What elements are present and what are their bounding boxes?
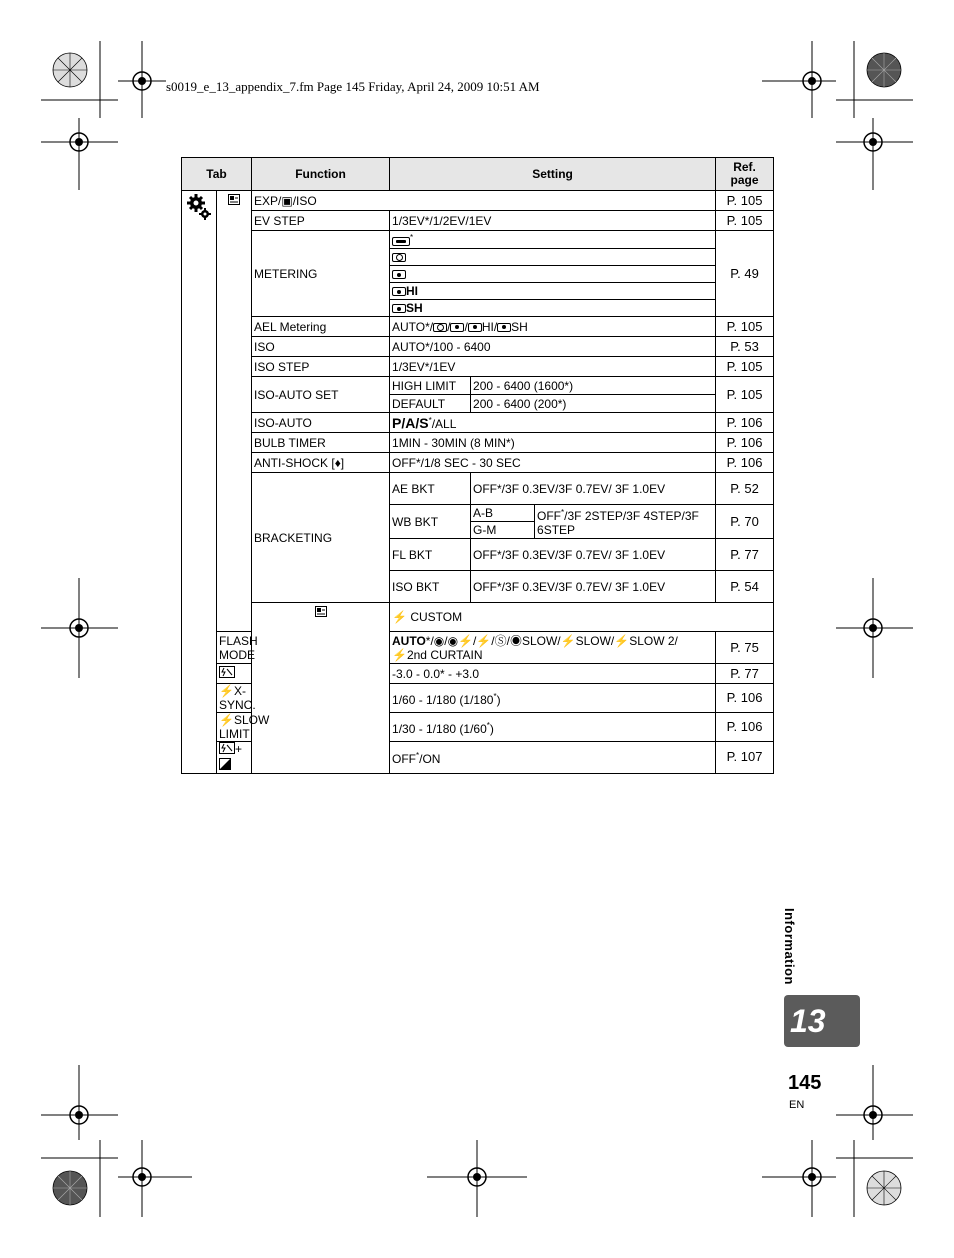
- table-row: [182, 433, 774, 453]
- function-metering: METERING: [252, 231, 390, 317]
- label-default: DEFAULT: [390, 395, 471, 413]
- flash-icon: ⚡: [219, 713, 234, 727]
- table-row: [182, 191, 774, 211]
- ref-page: P. 75: [716, 632, 774, 664]
- spot-metering-icon: [392, 287, 406, 296]
- setting-fl-bkt: OFF*/3F 0.3EV/3F 0.7EV/ 3F 1.0EV: [471, 539, 716, 571]
- center-weighted-icon: [433, 323, 447, 332]
- setting-anti-shock: OFF*/1/8 SEC - 30 SEC: [390, 453, 716, 473]
- center-weighted-icon: [392, 253, 406, 262]
- metering-option-esp: *: [390, 231, 716, 249]
- function-exp-iso: EXP/▣/ISO: [252, 191, 716, 211]
- ref-page: P. 77: [716, 664, 774, 684]
- table-row: [182, 603, 774, 632]
- label-iso-bkt: ISO BKT: [390, 571, 471, 603]
- header-tab: Tab: [182, 158, 252, 191]
- setting-iso-step: 1/3EV*/1EV: [390, 357, 716, 377]
- table-row: [182, 377, 774, 395]
- function-iso-auto: ISO-AUTO: [252, 413, 390, 433]
- function-iso-auto-set: ISO-AUTO SET: [252, 377, 390, 413]
- setting-iso-bkt: OFF*/3F 0.3EV/3F 0.7EV/ 3F 1.0EV: [471, 571, 716, 603]
- table-row: [182, 211, 774, 231]
- setting-ae-bkt: OFF*/3F 0.3EV/3F 0.7EV/ 3F 1.0EV: [471, 473, 716, 505]
- gear-icon: [182, 191, 217, 774]
- setting-wb-bkt: OFF*/3F 2STEP/3F 4STEP/3F 6STEP: [535, 505, 716, 539]
- ref-page: P. 70: [716, 505, 774, 539]
- section-label: Information: [782, 908, 797, 985]
- label-wb-bkt: WB BKT: [390, 505, 471, 539]
- label-wb-ab: A-B: [471, 505, 535, 522]
- setting-flash-mode: AUTO*/◉/◉⚡/⚡/Ⓢ/◉SLOW/⚡SLOW/⚡SLOW 2/ ⚡2nd CURTAIN: [390, 632, 716, 664]
- header-ref: Ref. page: [716, 158, 774, 191]
- label-wb-gm: G-M: [471, 522, 535, 539]
- value-default: 200 - 6400 (200*): [471, 395, 716, 413]
- ref-page: P. 106: [716, 433, 774, 453]
- camera-menu-icon: [217, 191, 252, 632]
- ref-page: P. 54: [716, 571, 774, 603]
- ref-page: P. 52: [716, 473, 774, 505]
- flash-icon: ⚡: [219, 684, 234, 698]
- table-row: [182, 413, 774, 433]
- ref-page: P. 53: [716, 337, 774, 357]
- page-number: 145: [788, 1072, 822, 1094]
- table-row: [182, 231, 774, 249]
- label-ae-bkt: AE BKT: [390, 473, 471, 505]
- function-flash-compensation: [217, 664, 252, 684]
- setting-iso: AUTO*/100 - 6400: [390, 337, 716, 357]
- function-flash-plus-exposure: +: [217, 742, 252, 774]
- table-header-row: [182, 158, 774, 191]
- metering-option-spot: [390, 266, 716, 283]
- function-ael: AEL Metering: [252, 317, 390, 337]
- setting-iso-auto: P/A/S*/ALL: [390, 413, 716, 433]
- metering-option-center-weighted: [390, 249, 716, 266]
- setting-slow-limit: 1/30 - 1/180 (1/60*): [390, 713, 716, 742]
- setting-bulb-timer: 1MIN - 30MIN (8 MIN*): [390, 433, 716, 453]
- function-anti-shock: ANTI-SHOCK [♦]: [252, 453, 390, 473]
- table-row: [182, 317, 774, 337]
- esp-metering-icon: [392, 237, 410, 246]
- table-row: [182, 473, 774, 505]
- function-bracketing: BRACKETING: [252, 473, 390, 603]
- exposure-compensation-icon: [219, 758, 231, 773]
- setting-ael: AUTO*/ / / HI/ SH: [390, 317, 716, 337]
- ref-page: P. 105: [716, 357, 774, 377]
- ref-page: P. 77: [716, 539, 774, 571]
- setting-x-sync: 1/60 - 1/180 (1/180*): [390, 684, 716, 713]
- ref-page: P. 105: [716, 191, 774, 211]
- function-flash-custom: ⚡ CUSTOM: [390, 603, 774, 632]
- spot-metering-icon: [392, 304, 406, 313]
- table-row: [182, 357, 774, 377]
- spot-metering-icon: [497, 323, 511, 332]
- file-header: s0019_e_13_appendix_7.fm Page 145 Friday, April 24, 2009 10:51 AM: [166, 79, 540, 94]
- ref-page: P. 105: [716, 377, 774, 413]
- function-ev-step: EV STEP: [252, 211, 390, 231]
- spot-metering-icon: [468, 323, 482, 332]
- label-fl-bkt: FL BKT: [390, 539, 471, 571]
- ref-page: P. 106: [716, 453, 774, 473]
- function-flash-mode: FLASH MODE: [217, 632, 252, 664]
- metering-option-spot-sh: SH: [390, 300, 716, 317]
- chapter-tab: 13: [784, 995, 860, 1047]
- function-iso: ISO: [252, 337, 390, 357]
- value-high-limit: 200 - 6400 (1600*): [471, 377, 716, 395]
- ref-page: P. 105: [716, 211, 774, 231]
- function-slow-limit: ⚡SLOW LIMIT: [217, 713, 252, 742]
- camera-menu-icon: [252, 603, 390, 774]
- flash-icon: ⚡: [392, 610, 407, 624]
- table-row: [182, 453, 774, 473]
- label-high-limit: HIGH LIMIT: [390, 377, 471, 395]
- function-x-sync: ⚡X-SYNC.: [217, 684, 252, 713]
- language-code: EN: [789, 1099, 805, 1111]
- function-iso-step: ISO STEP: [252, 357, 390, 377]
- spot-metering-icon: [450, 323, 464, 332]
- setting-flash-plus-exposure: OFF*/ON: [390, 742, 716, 774]
- ref-page: P. 106: [716, 713, 774, 742]
- setting-ev-step: 1/3EV*/1/2EV/1EV: [390, 211, 716, 231]
- header-setting: Setting: [390, 158, 716, 191]
- spot-metering-icon: [392, 270, 406, 279]
- header-function: Function: [252, 158, 390, 191]
- function-bulb-timer: BULB TIMER: [252, 433, 390, 453]
- flash-compensation-icon: [219, 666, 235, 681]
- ref-page: P. 105: [716, 317, 774, 337]
- setting-flash-compensation: -3.0 - 0.0* - +3.0: [390, 664, 716, 684]
- ref-page: P. 107: [716, 742, 774, 774]
- ref-page: P. 106: [716, 413, 774, 433]
- table-row: [182, 337, 774, 357]
- ref-page: P. 49: [716, 231, 774, 317]
- settings-table: [181, 157, 774, 774]
- metering-option-spot-hi: HI: [390, 283, 716, 300]
- ref-page: P. 106: [716, 684, 774, 713]
- flash-compensation-icon: [219, 742, 235, 757]
